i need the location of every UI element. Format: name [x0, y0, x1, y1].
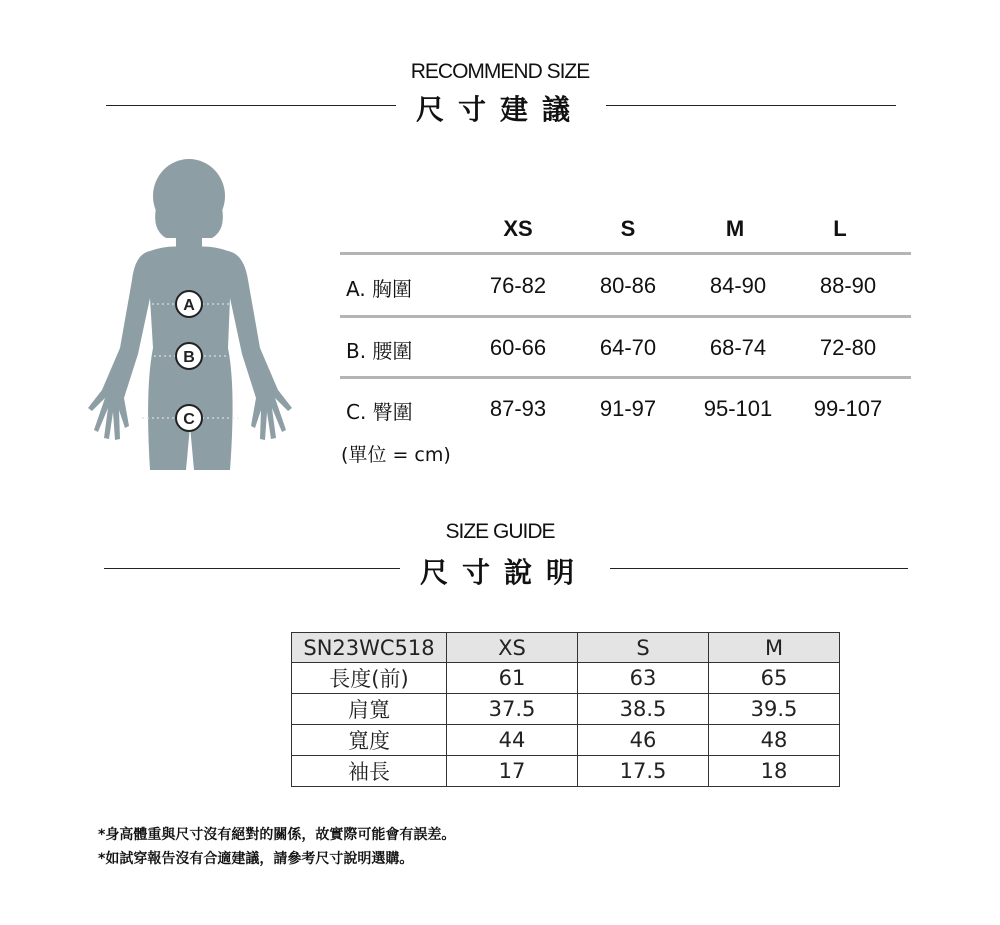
table-rule	[340, 315, 911, 318]
row-label: 袖長	[292, 756, 447, 787]
row-label-hip: C. 臀圍	[346, 400, 413, 424]
cell: 61	[447, 663, 578, 694]
marker-b-label: B	[183, 349, 195, 366]
size-header-s: S	[620, 216, 636, 241]
header-cell-s: S	[578, 633, 709, 663]
cell: 38.5	[578, 694, 709, 725]
cell: 63	[578, 663, 709, 694]
chest-s: 80-86	[599, 273, 657, 298]
header-cell-xs: XS	[447, 633, 578, 663]
marker-c	[176, 405, 202, 431]
hip-s: 91-97	[599, 396, 657, 421]
guide-title-en: SIZE GUIDE	[445, 520, 555, 543]
table-header-row	[292, 633, 840, 663]
marker-a-label: A	[183, 297, 195, 314]
size-header-l: L	[833, 216, 847, 241]
unit-note: (單位 = cm)	[341, 444, 451, 466]
recommend-title-en: RECOMMEND SIZE	[410, 60, 590, 83]
row-label: 寬度	[292, 725, 447, 756]
size-header-m: M	[725, 216, 745, 241]
cell: 65	[709, 663, 840, 694]
size-guide-table	[291, 632, 840, 787]
waist-xs: 60-66	[489, 335, 547, 360]
table-rule	[340, 376, 911, 379]
note-line-2: *如試穿報告沒有合適建議，請參考尺寸說明選購。	[98, 851, 414, 867]
marker-c-label: C	[183, 411, 195, 428]
cell: 46	[578, 725, 709, 756]
cell: 39.5	[709, 694, 840, 725]
hip-m: 95-101	[703, 396, 773, 421]
cell: 48	[709, 725, 840, 756]
chest-xs: 76-82	[489, 273, 547, 298]
divider-left	[104, 568, 400, 569]
waist-m: 68-74	[709, 335, 767, 360]
note-line-1: *身高體重與尺寸沒有絕對的關係，故實際可能會有誤差。	[98, 827, 456, 843]
divider-right	[606, 105, 896, 106]
divider-right	[610, 568, 908, 569]
cell: 37.5	[447, 694, 578, 725]
guide-title-zh: 尺寸說明	[419, 556, 588, 589]
cell: 17	[447, 756, 578, 787]
row-label: 長度(前)	[292, 663, 447, 694]
marker-a	[176, 291, 202, 317]
recommend-title-zh: 尺寸建議	[415, 93, 584, 126]
divider-left	[106, 105, 396, 106]
table-row	[292, 694, 840, 725]
size-header-xs: XS	[503, 216, 533, 241]
table-rule	[340, 252, 911, 255]
row-label: 肩寬	[292, 694, 447, 725]
chest-l: 88-90	[819, 273, 877, 298]
cell: 17.5	[578, 756, 709, 787]
cell: 18	[709, 756, 840, 787]
header-cell-style: SN23WC518	[292, 633, 447, 663]
table-row	[292, 725, 840, 756]
hip-l: 99-107	[813, 396, 883, 421]
waist-s: 64-70	[599, 335, 657, 360]
table-row	[292, 756, 840, 787]
header-cell-m: M	[709, 633, 840, 663]
marker-b	[176, 343, 202, 369]
row-label-waist: B. 腰圍	[346, 339, 413, 363]
row-label-chest: A. 胸圍	[346, 277, 413, 301]
chest-m: 84-90	[709, 273, 767, 298]
table-row	[292, 663, 840, 694]
waist-l: 72-80	[819, 335, 877, 360]
body-figure-illustration	[80, 158, 298, 472]
cell: 44	[447, 725, 578, 756]
hip-xs: 87-93	[489, 396, 547, 421]
